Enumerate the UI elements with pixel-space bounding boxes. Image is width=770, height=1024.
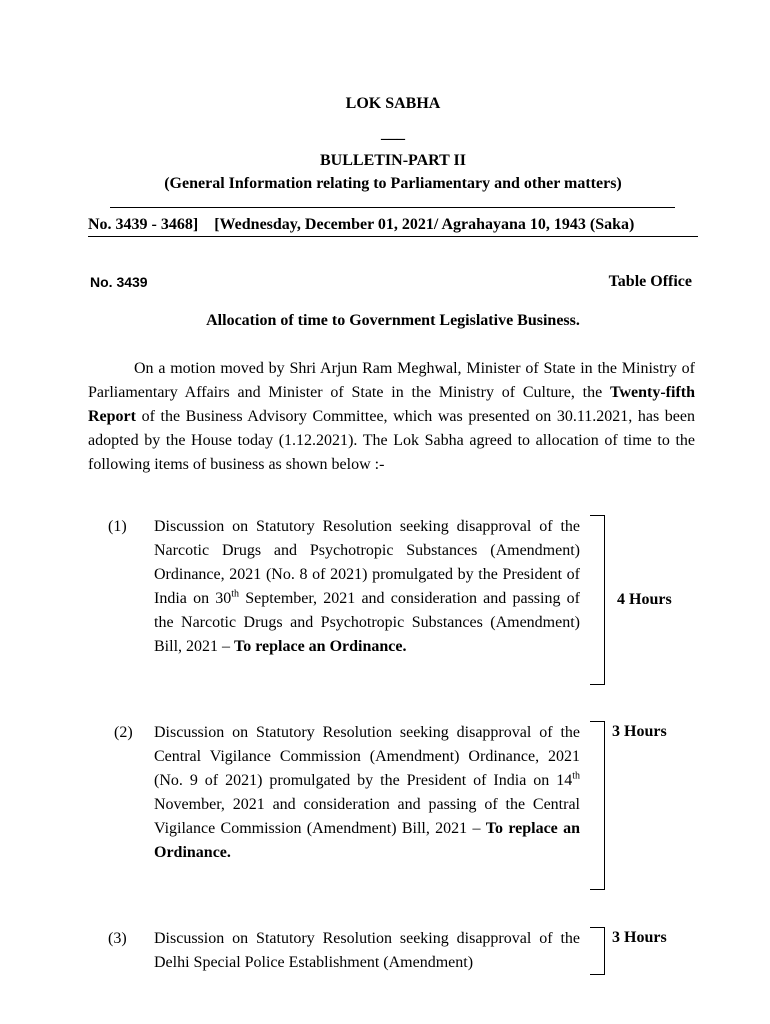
number-range: No. 3439 - 3468] bbox=[88, 216, 199, 233]
business-item-3 bbox=[108, 927, 588, 987]
item-number: (2) bbox=[114, 724, 133, 741]
para-bold: Twenty-fifth Report bbox=[88, 384, 695, 425]
bulletin-subtitle: (General Information relating to Parliamentary and other matters) bbox=[164, 175, 622, 192]
para-part2: of the Business Advisory Committee, which was presented on 30.11.2021, has been adopted by the House today (1.12.2021). The Lok Sabha agreed to allocation of time to the following items of business as shown below :- bbox=[88, 408, 695, 473]
date-line: [Wednesday, December 01, 2021/ Agrahayana 10, 1943 (Saka) bbox=[214, 216, 635, 233]
item-number: (3) bbox=[108, 930, 127, 947]
item-bold: To replace an Ordinance. bbox=[234, 638, 407, 655]
entry-office: Table Office bbox=[608, 273, 692, 290]
item-text bbox=[154, 927, 580, 975]
bulletin-title: BULLETIN-PART II bbox=[320, 152, 466, 169]
item-sup: th bbox=[572, 770, 580, 782]
header-rule bbox=[88, 236, 698, 237]
entry-number: No. 3439 bbox=[90, 274, 148, 290]
entry-subject: Allocation of time to Government Legislative Business. bbox=[206, 312, 580, 329]
item-text-a: Discussion on Statutory Resolution seeking disapproval of the Narcotic Drugs and Psychotropic Substances (Amendment) Ordinance, 2021 (No. 8 of 2021) promulgated by the President of India on 30 bbox=[154, 518, 580, 607]
item-text-a: Discussion on Statutory Resolution seeking disapproval of the Delhi Special Police Establishment (Amendment) bbox=[154, 930, 580, 971]
para-part1: On a motion moved by Shri Arjun Ram Meghwal, Minister of State in the Ministry of Parliamentary Affairs and Minister of State in the Ministry of Culture, the bbox=[88, 360, 695, 401]
item-bold: To replace an Ordinance. bbox=[154, 820, 580, 861]
hours-1: 4 Hours bbox=[617, 591, 672, 608]
upper-rule bbox=[110, 207, 675, 208]
bracket-1 bbox=[590, 515, 605, 685]
item-text bbox=[154, 721, 580, 865]
business-item-1 bbox=[108, 515, 588, 685]
bracket-2 bbox=[590, 721, 605, 890]
item-number: (1) bbox=[108, 518, 127, 535]
item-text-b: November, 2021 and consideration and passing of the Central Vigilance Commission (Amendment) Bill, 2021 – bbox=[154, 796, 580, 837]
hours-2: 3 Hours bbox=[612, 723, 667, 740]
bulletin-header-line bbox=[88, 215, 698, 235]
item-text bbox=[154, 515, 580, 659]
item-sup: th bbox=[231, 588, 240, 600]
business-item-2 bbox=[108, 721, 588, 891]
item-text-b: September, 2021 and consideration and passing of the Narcotic Drugs and Psychotropic Substances (Amendment) Bill, 2021 – bbox=[154, 590, 580, 655]
bracket-3 bbox=[590, 927, 605, 975]
item-text-a: Discussion on Statutory Resolution seeking disapproval of the Central Vigilance Commission (Amendment) Ordinance, 2021 (No. 9 of 2021) promulgated by the President of India on 14 bbox=[154, 724, 580, 789]
entry-paragraph bbox=[88, 357, 695, 477]
title-dash: ___ bbox=[381, 125, 405, 142]
hours-3: 3 Hours bbox=[612, 929, 667, 946]
house-title: LOK SABHA bbox=[345, 95, 441, 112]
